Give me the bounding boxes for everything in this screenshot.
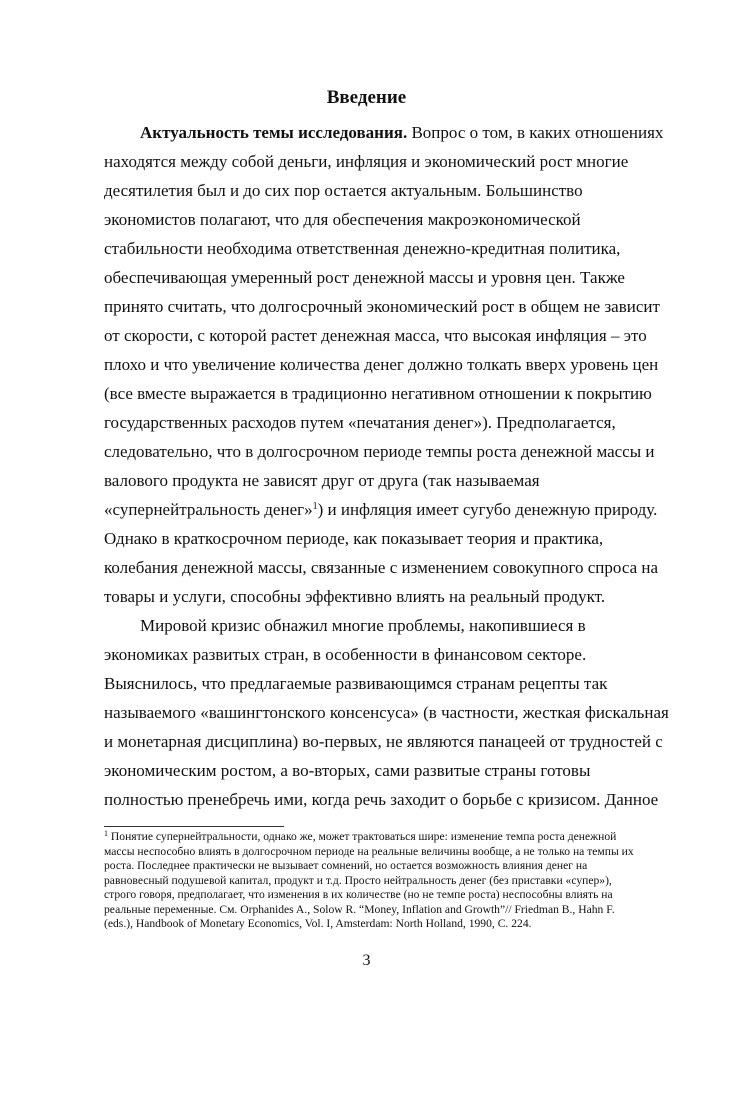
text-line: экономическим ростом, а во-вторых, сами развитые страны готовы — [104, 761, 591, 780]
paragraph-crisis — [104, 611, 685, 814]
footnote-line: роста. Последнее практически не вызывает сомнений, но остается возможность влияния денег на — [104, 859, 588, 872]
text-line: Однако в краткосрочном периоде, как показывает теория и практика, — [104, 529, 604, 548]
text-line: Мировой кризис обнажил многие проблемы, накопившиеся в — [140, 616, 586, 635]
text-line: десятилетия был и до сих пор остается актуальным. Большинство — [104, 181, 583, 200]
footnote-line: массы неспособно влиять в долгосрочном периоде на реальные величины вообще, а не только на темпы их — [104, 844, 634, 858]
lead-phrase: Актуальность темы исследования. — [140, 123, 408, 142]
text-span: Понятие супернейтральности, однако же, может трактоваться шире: изменение темпа роста денежной — [108, 830, 617, 843]
text-line: стабильности необходима ответственная денежно-кредитная политика, — [104, 239, 621, 258]
section-heading: Введение — [326, 87, 407, 108]
text-line: обеспечивающая умеренный рост денежной массы и уровня цен. Также — [104, 268, 625, 287]
text-line: называемого «вашингтонского консенсуса» (в частности, жесткая фискальная — [104, 703, 669, 722]
text-line: экономиках развитых стран, в особенности в финансовом секторе. — [104, 645, 587, 664]
footnote-line: равновесный подушевой капитал, продукт и т.д. Просто нейтральность денег (без приставки «супер»), — [104, 873, 612, 887]
footnote-line: реальные переменные. См. Orphanides A., Solow R. “Money, Inflation and Growth”// Friedman B., Hahn F. — [104, 902, 615, 916]
text-line: принято считать, что долгосрочный экономический рост в общем не зависит — [104, 297, 660, 316]
footnote-line — [104, 830, 685, 845]
text-span: Вопрос о том, в каких отношениях — [407, 123, 664, 142]
text-line: и монетарная дисциплина) во-первых, не являются панацеей от трудностей с — [104, 732, 663, 751]
text-line: плохо и что увеличение количества денег должно толкать вверх уровень цен — [104, 355, 659, 374]
text-span: ) и инфляция имеет сугубо денежную природу. — [317, 500, 658, 519]
footnote-line: строго говоря, предполагает, что изменения в их количестве (но не темпе роста) неспособны влиять на — [104, 888, 613, 901]
text-line: от скорости, с которой растет денежная масса, что высокая инфляция – это — [104, 326, 647, 345]
text-span: «супернейтральность денег» — [104, 500, 313, 519]
text-line: экономистов полагают, что для обеспечения макроэкономической — [104, 210, 581, 229]
text-line — [104, 118, 685, 147]
text-line: колебания денежной массы, связанные с изменением совокупного спроса на — [104, 558, 659, 577]
text-line: Выяснилось, что предлагаемые развивающимся странам рецепты так — [104, 674, 608, 693]
body-text — [104, 118, 685, 814]
footnote-separator — [104, 826, 284, 827]
text-line: находятся между собой деньги, инфляция и экономический рост многие — [104, 152, 629, 171]
footnote — [104, 830, 685, 932]
text-line: следовательно, что в долгосрочном периоде темпы роста денежной массы и — [104, 442, 655, 461]
text-line: валового продукта не зависят друг от друга (так называемая — [104, 471, 540, 490]
text-line: полностью пренебречь ими, когда речь заходит о борьбе с кризисом. Данное — [104, 790, 659, 809]
text-line: государственных расходов путем «печатания денег»). Предполагается, — [104, 413, 616, 432]
text-line: (все вместе выражается в традиционно негативном отношении к покрытию — [104, 384, 652, 403]
footnote-line: (eds.), Handbook of Monetary Economics, Vol. I, Amsterdam: North Holland, 1990, C. 224. — [104, 917, 532, 930]
footnote-reference[interactable]: 1 — [312, 501, 318, 512]
paragraph-relevance — [104, 118, 685, 611]
text-line — [104, 495, 685, 524]
page-number: 3 — [362, 952, 371, 969]
text-line: товары и услуги, способны эффективно влиять на реальный продукт. — [104, 587, 606, 606]
footnote-marker: 1 — [104, 829, 108, 838]
